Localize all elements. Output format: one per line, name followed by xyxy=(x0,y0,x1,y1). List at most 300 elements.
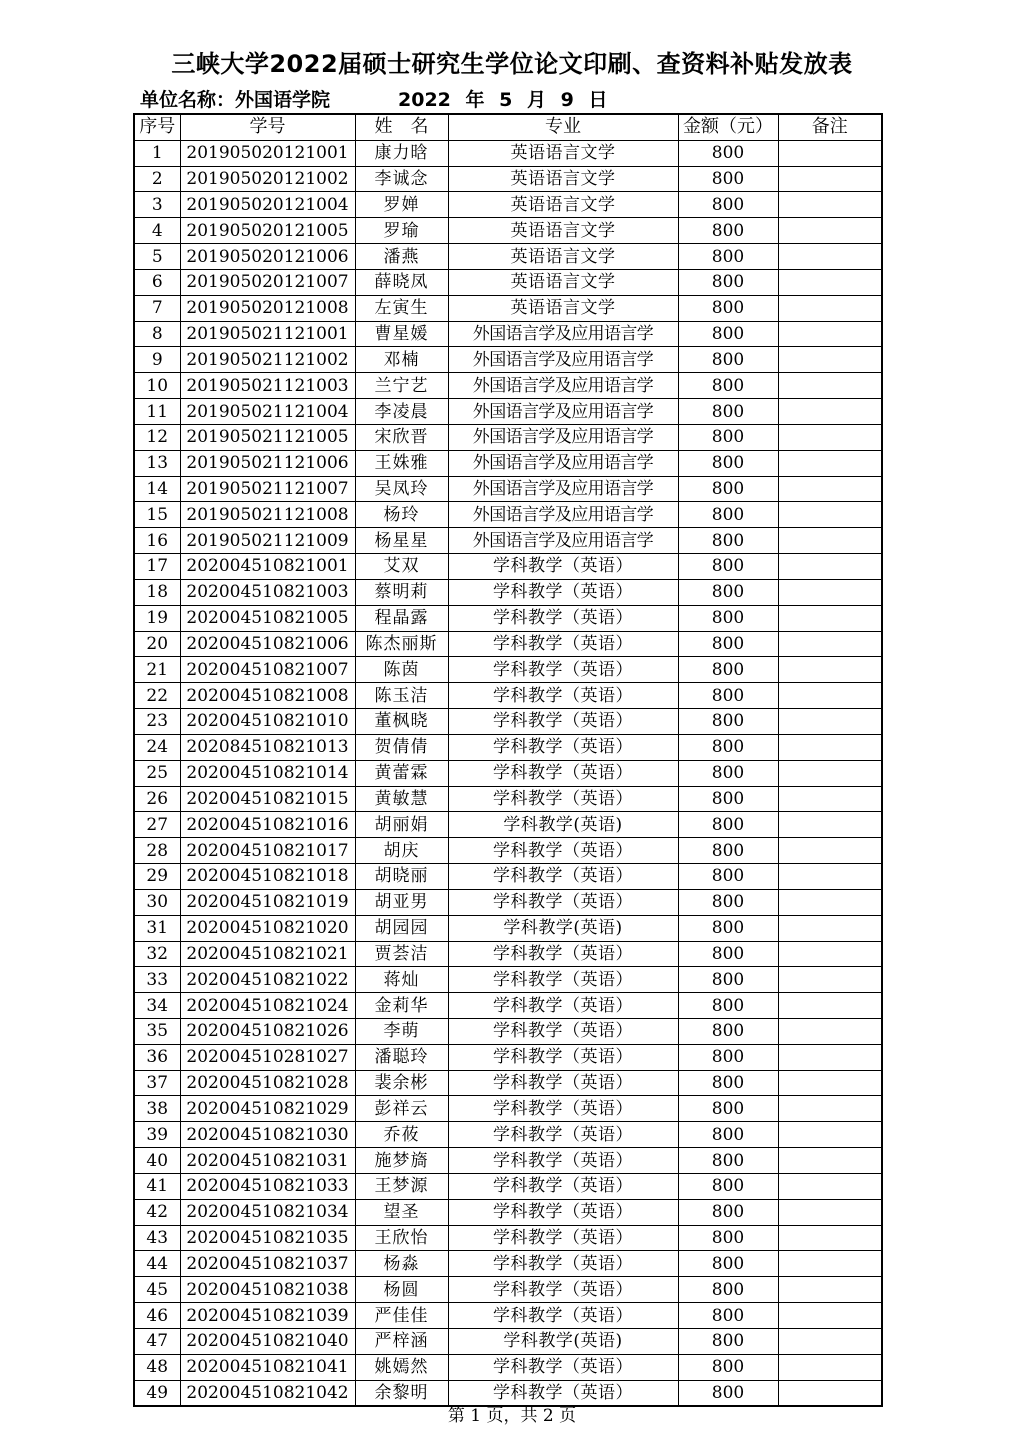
remarks-cell xyxy=(778,1303,882,1329)
table-row xyxy=(134,812,882,838)
student-id-cell: 202004510821007 xyxy=(180,657,355,683)
amount-cell: 800 xyxy=(678,1328,778,1354)
row-index-cell: 13 xyxy=(134,450,180,476)
major-cell: 学科教学（英语） xyxy=(448,605,678,631)
amount-cell: 800 xyxy=(678,786,778,812)
remarks-cell xyxy=(778,502,882,528)
student-name-cell: 彭祥云 xyxy=(355,1096,448,1122)
row-index-cell: 34 xyxy=(134,993,180,1019)
table-row xyxy=(134,269,882,295)
remarks-cell xyxy=(778,1148,882,1174)
major-cell: 外国语言学及应用语言学 xyxy=(448,476,678,502)
major-cell: 学科教学（英语） xyxy=(448,1199,678,1225)
student-id-cell: 202004510821008 xyxy=(180,683,355,709)
report-date xyxy=(398,88,608,112)
remarks-cell xyxy=(778,399,882,425)
row-index-cell: 36 xyxy=(134,1044,180,1070)
remarks-cell xyxy=(778,864,882,890)
student-name-cell: 余黎明 xyxy=(355,1380,448,1406)
amount-cell: 800 xyxy=(678,424,778,450)
amount-cell: 800 xyxy=(678,1044,778,1070)
student-name-cell: 裴余彬 xyxy=(355,1070,448,1096)
row-index-cell: 21 xyxy=(134,657,180,683)
date-year-unit: 年 xyxy=(465,89,485,111)
student-name-cell: 胡庆 xyxy=(355,838,448,864)
major-cell: 学科教学（英语） xyxy=(448,967,678,993)
table-row xyxy=(134,993,882,1019)
major-cell: 外国语言学及应用语言学 xyxy=(448,321,678,347)
student-name-cell: 施梦旖 xyxy=(355,1148,448,1174)
student-name-cell: 金莉华 xyxy=(355,993,448,1019)
student-name-cell: 望圣 xyxy=(355,1199,448,1225)
row-index-cell: 18 xyxy=(134,579,180,605)
student-name-cell: 胡园园 xyxy=(355,915,448,941)
remarks-cell xyxy=(778,295,882,321)
amount-cell: 800 xyxy=(678,1251,778,1277)
row-index-cell: 25 xyxy=(134,760,180,786)
amount-cell: 800 xyxy=(678,631,778,657)
table-body xyxy=(134,140,882,1406)
major-cell: 学科教学（英语） xyxy=(448,1173,678,1199)
major-cell: 学科教学（英语） xyxy=(448,1277,678,1303)
amount-cell: 800 xyxy=(678,1096,778,1122)
table-row xyxy=(134,838,882,864)
table-row xyxy=(134,554,882,580)
student-id-cell: 201905021121002 xyxy=(180,347,355,373)
major-cell: 外国语言学及应用语言学 xyxy=(448,502,678,528)
amount-cell: 800 xyxy=(678,1173,778,1199)
row-index-cell: 17 xyxy=(134,554,180,580)
row-index-cell: 8 xyxy=(134,321,180,347)
amount-cell: 800 xyxy=(678,450,778,476)
student-name-cell: 兰宁艺 xyxy=(355,373,448,399)
major-cell: 外国语言学及应用语言学 xyxy=(448,373,678,399)
student-name-cell: 杨圆 xyxy=(355,1277,448,1303)
unit-info xyxy=(140,88,608,112)
remarks-cell xyxy=(778,1096,882,1122)
row-index-cell: 28 xyxy=(134,838,180,864)
student-name-cell: 罗瑜 xyxy=(355,218,448,244)
table-row xyxy=(134,347,882,373)
amount-cell: 800 xyxy=(678,1148,778,1174)
major-cell: 学科教学(英语) xyxy=(448,812,678,838)
table-row xyxy=(134,1225,882,1251)
student-id-cell: 201905021121008 xyxy=(180,502,355,528)
amount-cell: 800 xyxy=(678,967,778,993)
student-id-cell: 202084510821013 xyxy=(180,734,355,760)
student-name-cell: 李萌 xyxy=(355,1018,448,1044)
row-index-cell: 37 xyxy=(134,1070,180,1096)
student-id-cell: 202004510821042 xyxy=(180,1380,355,1406)
remarks-cell xyxy=(778,1173,882,1199)
remarks-cell xyxy=(778,1251,882,1277)
remarks-cell xyxy=(778,269,882,295)
major-cell: 英语语言文学 xyxy=(448,244,678,270)
amount-cell: 800 xyxy=(678,528,778,554)
major-cell: 学科教学（英语） xyxy=(448,554,678,580)
student-id-cell: 202004510821035 xyxy=(180,1225,355,1251)
remarks-cell xyxy=(778,605,882,631)
amount-cell: 800 xyxy=(678,993,778,1019)
remarks-cell xyxy=(778,1044,882,1070)
row-index-cell: 38 xyxy=(134,1096,180,1122)
student-name-cell: 胡亚男 xyxy=(355,889,448,915)
remarks-cell xyxy=(778,683,882,709)
student-id-cell: 202004510821005 xyxy=(180,605,355,631)
student-id-cell: 202004510821034 xyxy=(180,1199,355,1225)
table-row xyxy=(134,295,882,321)
row-index-cell: 45 xyxy=(134,1277,180,1303)
amount-cell: 800 xyxy=(678,1354,778,1380)
student-id-cell: 202004510821010 xyxy=(180,709,355,735)
row-index-cell: 15 xyxy=(134,502,180,528)
table-row xyxy=(134,244,882,270)
student-id-cell: 201905020121001 xyxy=(180,140,355,166)
student-name-cell: 贾荟洁 xyxy=(355,941,448,967)
student-id-cell: 201905021121007 xyxy=(180,476,355,502)
student-id-cell: 201905020121008 xyxy=(180,295,355,321)
header-student-id: 学号 xyxy=(180,114,355,140)
student-name-cell: 蔡明莉 xyxy=(355,579,448,605)
major-cell: 外国语言学及应用语言学 xyxy=(448,528,678,554)
student-id-cell: 202004510821015 xyxy=(180,786,355,812)
student-id-cell: 201905020121004 xyxy=(180,192,355,218)
amount-cell: 800 xyxy=(678,166,778,192)
student-name-cell: 胡晓丽 xyxy=(355,864,448,890)
remarks-cell xyxy=(778,1354,882,1380)
student-name-cell: 严梓涵 xyxy=(355,1328,448,1354)
remarks-cell xyxy=(778,631,882,657)
table-row xyxy=(134,166,882,192)
remarks-cell xyxy=(778,760,882,786)
student-id-cell: 202004510821018 xyxy=(180,864,355,890)
table-row xyxy=(134,1096,882,1122)
table-row xyxy=(134,941,882,967)
amount-cell: 800 xyxy=(678,709,778,735)
major-cell: 学科教学（英语） xyxy=(448,864,678,890)
major-cell: 学科教学(英语) xyxy=(448,1328,678,1354)
student-name-cell: 王姝雅 xyxy=(355,450,448,476)
table-row xyxy=(134,967,882,993)
amount-cell: 800 xyxy=(678,502,778,528)
row-index-cell: 11 xyxy=(134,399,180,425)
student-id-cell: 201905021121003 xyxy=(180,373,355,399)
row-index-cell: 46 xyxy=(134,1303,180,1329)
table-row xyxy=(134,734,882,760)
table-row xyxy=(134,321,882,347)
major-cell: 学科教学（英语） xyxy=(448,1070,678,1096)
student-name-cell: 胡丽娟 xyxy=(355,812,448,838)
table-row xyxy=(134,657,882,683)
table-row xyxy=(134,424,882,450)
student-id-cell: 201905020121005 xyxy=(180,218,355,244)
amount-cell: 800 xyxy=(678,734,778,760)
row-index-cell: 49 xyxy=(134,1380,180,1406)
remarks-cell xyxy=(778,373,882,399)
major-cell: 学科教学（英语） xyxy=(448,1251,678,1277)
student-name-cell: 乔莜 xyxy=(355,1122,448,1148)
major-cell: 学科教学（英语） xyxy=(448,1148,678,1174)
table-row xyxy=(134,450,882,476)
amount-cell: 800 xyxy=(678,1303,778,1329)
student-id-cell: 202004510821041 xyxy=(180,1354,355,1380)
major-cell: 学科教学（英语） xyxy=(448,1380,678,1406)
student-name-cell: 薛晓凤 xyxy=(355,269,448,295)
student-id-cell: 202004510821038 xyxy=(180,1277,355,1303)
major-cell: 学科教学（英语） xyxy=(448,1122,678,1148)
table-row xyxy=(134,915,882,941)
major-cell: 学科教学（英语） xyxy=(448,734,678,760)
student-id-cell: 202004510821028 xyxy=(180,1070,355,1096)
table-row xyxy=(134,1044,882,1070)
remarks-cell xyxy=(778,709,882,735)
amount-cell: 800 xyxy=(678,399,778,425)
student-id-cell: 202004510821001 xyxy=(180,554,355,580)
student-name-cell: 潘聪玲 xyxy=(355,1044,448,1070)
student-name-cell: 陈杰丽斯 xyxy=(355,631,448,657)
major-cell: 学科教学（英语） xyxy=(448,889,678,915)
major-cell: 学科教学(英语) xyxy=(448,915,678,941)
amount-cell: 800 xyxy=(678,554,778,580)
row-index-cell: 2 xyxy=(134,166,180,192)
table-row xyxy=(134,192,882,218)
remarks-cell xyxy=(778,734,882,760)
table-row xyxy=(134,218,882,244)
student-name-cell: 王梦源 xyxy=(355,1173,448,1199)
header-remarks: 备注 xyxy=(778,114,882,140)
student-id-cell: 201905021121006 xyxy=(180,450,355,476)
remarks-cell xyxy=(778,579,882,605)
major-cell: 学科教学（英语） xyxy=(448,579,678,605)
table-row xyxy=(134,373,882,399)
major-cell: 外国语言学及应用语言学 xyxy=(448,450,678,476)
student-id-cell: 202004510821003 xyxy=(180,579,355,605)
amount-cell: 800 xyxy=(678,476,778,502)
amount-cell: 800 xyxy=(678,1225,778,1251)
major-cell: 外国语言学及应用语言学 xyxy=(448,424,678,450)
student-id-cell: 202004510821017 xyxy=(180,838,355,864)
table-row xyxy=(134,760,882,786)
amount-cell: 800 xyxy=(678,1277,778,1303)
student-id-cell: 202004510821020 xyxy=(180,915,355,941)
table-row xyxy=(134,786,882,812)
remarks-cell xyxy=(778,244,882,270)
remarks-cell xyxy=(778,218,882,244)
student-name-cell: 杨淼 xyxy=(355,1251,448,1277)
major-cell: 学科教学（英语） xyxy=(448,1303,678,1329)
student-id-cell: 201905021121009 xyxy=(180,528,355,554)
unit-label: 单位名称：外国语学院 xyxy=(140,89,331,111)
amount-cell: 800 xyxy=(678,915,778,941)
major-cell: 学科教学（英语） xyxy=(448,1096,678,1122)
date-year: 2022 xyxy=(398,89,451,111)
student-name-cell: 邓楠 xyxy=(355,347,448,373)
remarks-cell xyxy=(778,993,882,1019)
student-id-cell: 202004510821021 xyxy=(180,941,355,967)
major-cell: 学科教学（英语） xyxy=(448,1018,678,1044)
student-id-cell: 202004510281027 xyxy=(180,1044,355,1070)
major-cell: 学科教学（英语） xyxy=(448,1044,678,1070)
row-index-cell: 43 xyxy=(134,1225,180,1251)
student-name-cell: 陈玉洁 xyxy=(355,683,448,709)
remarks-cell xyxy=(778,657,882,683)
student-id-cell: 202004510821030 xyxy=(180,1122,355,1148)
student-name-cell: 吴凤玲 xyxy=(355,476,448,502)
student-id-cell: 202004510821039 xyxy=(180,1303,355,1329)
student-name-cell: 严佳佳 xyxy=(355,1303,448,1329)
table-row xyxy=(134,1277,882,1303)
student-name-cell: 贺倩倩 xyxy=(355,734,448,760)
student-id-cell: 202004510821040 xyxy=(180,1328,355,1354)
student-name-cell: 罗婵 xyxy=(355,192,448,218)
remarks-cell xyxy=(778,192,882,218)
table-row xyxy=(134,1018,882,1044)
row-index-cell: 1 xyxy=(134,140,180,166)
major-cell: 外国语言学及应用语言学 xyxy=(448,399,678,425)
remarks-cell xyxy=(778,1018,882,1044)
student-name-cell: 左寅生 xyxy=(355,295,448,321)
major-cell: 学科教学（英语） xyxy=(448,1225,678,1251)
remarks-cell xyxy=(778,424,882,450)
student-id-cell: 202004510821006 xyxy=(180,631,355,657)
row-index-cell: 6 xyxy=(134,269,180,295)
row-index-cell: 23 xyxy=(134,709,180,735)
table-row xyxy=(134,1380,882,1406)
major-cell: 学科教学（英语） xyxy=(448,709,678,735)
amount-cell: 800 xyxy=(678,889,778,915)
major-cell: 英语语言文学 xyxy=(448,218,678,244)
row-index-cell: 20 xyxy=(134,631,180,657)
remarks-cell xyxy=(778,812,882,838)
row-index-cell: 39 xyxy=(134,1122,180,1148)
row-index-cell: 26 xyxy=(134,786,180,812)
major-cell: 学科教学（英语） xyxy=(448,1354,678,1380)
table-row xyxy=(134,579,882,605)
amount-cell: 800 xyxy=(678,760,778,786)
student-id-cell: 202004510821026 xyxy=(180,1018,355,1044)
amount-cell: 800 xyxy=(678,579,778,605)
remarks-cell xyxy=(778,450,882,476)
student-name-cell: 董枫晓 xyxy=(355,709,448,735)
student-id-cell: 201905020121002 xyxy=(180,166,355,192)
remarks-cell xyxy=(778,554,882,580)
amount-cell: 800 xyxy=(678,1070,778,1096)
table-row xyxy=(134,1251,882,1277)
student-name-cell: 黄蕾霖 xyxy=(355,760,448,786)
remarks-cell xyxy=(778,140,882,166)
student-name-cell: 黄敏慧 xyxy=(355,786,448,812)
student-id-cell: 202004510821033 xyxy=(180,1173,355,1199)
student-name-cell: 程晶露 xyxy=(355,605,448,631)
remarks-cell xyxy=(778,321,882,347)
amount-cell: 800 xyxy=(678,941,778,967)
table-row xyxy=(134,1328,882,1354)
student-id-cell: 202004510821022 xyxy=(180,967,355,993)
student-name-cell: 杨玲 xyxy=(355,502,448,528)
student-name-cell: 宋欣晋 xyxy=(355,424,448,450)
date-day: 9 xyxy=(560,89,574,111)
student-name-cell: 蒋灿 xyxy=(355,967,448,993)
student-id-cell: 202004510821024 xyxy=(180,993,355,1019)
row-index-cell: 31 xyxy=(134,915,180,941)
student-id-cell: 202004510821016 xyxy=(180,812,355,838)
table-row xyxy=(134,1148,882,1174)
table-row xyxy=(134,889,882,915)
table-row xyxy=(134,1122,882,1148)
row-index-cell: 19 xyxy=(134,605,180,631)
student-name-cell: 李凌晨 xyxy=(355,399,448,425)
remarks-cell xyxy=(778,1122,882,1148)
amount-cell: 800 xyxy=(678,192,778,218)
major-cell: 英语语言文学 xyxy=(448,140,678,166)
student-id-cell: 202004510821031 xyxy=(180,1148,355,1174)
table-row xyxy=(134,709,882,735)
major-cell: 学科教学（英语） xyxy=(448,683,678,709)
student-id-cell: 202004510821029 xyxy=(180,1096,355,1122)
table-row xyxy=(134,1173,882,1199)
student-id-cell: 202004510821014 xyxy=(180,760,355,786)
student-name-cell: 姚嫣然 xyxy=(355,1354,448,1380)
table-row xyxy=(134,605,882,631)
row-index-cell: 33 xyxy=(134,967,180,993)
amount-cell: 800 xyxy=(678,864,778,890)
row-index-cell: 12 xyxy=(134,424,180,450)
table-row xyxy=(134,1354,882,1380)
row-index-cell: 14 xyxy=(134,476,180,502)
amount-cell: 800 xyxy=(678,1018,778,1044)
row-index-cell: 29 xyxy=(134,864,180,890)
remarks-cell xyxy=(778,915,882,941)
amount-cell: 800 xyxy=(678,347,778,373)
row-index-cell: 32 xyxy=(134,941,180,967)
amount-cell: 800 xyxy=(678,321,778,347)
table-row xyxy=(134,1070,882,1096)
row-index-cell: 47 xyxy=(134,1328,180,1354)
remarks-cell xyxy=(778,347,882,373)
row-index-cell: 7 xyxy=(134,295,180,321)
amount-cell: 800 xyxy=(678,683,778,709)
student-id-cell: 201905021121004 xyxy=(180,399,355,425)
amount-cell: 800 xyxy=(678,657,778,683)
header-major: 专业 xyxy=(448,114,678,140)
student-id-cell: 202004510821019 xyxy=(180,889,355,915)
student-name-cell: 杨星星 xyxy=(355,528,448,554)
remarks-cell xyxy=(778,528,882,554)
major-cell: 学科教学（英语） xyxy=(448,631,678,657)
table-row xyxy=(134,528,882,554)
table-row xyxy=(134,140,882,166)
amount-cell: 800 xyxy=(678,812,778,838)
table-row xyxy=(134,1199,882,1225)
row-index-cell: 35 xyxy=(134,1018,180,1044)
major-cell: 外国语言学及应用语言学 xyxy=(448,347,678,373)
row-index-cell: 22 xyxy=(134,683,180,709)
remarks-cell xyxy=(778,967,882,993)
major-cell: 英语语言文学 xyxy=(448,192,678,218)
remarks-cell xyxy=(778,1380,882,1406)
major-cell: 英语语言文学 xyxy=(448,269,678,295)
table-row xyxy=(134,631,882,657)
row-index-cell: 44 xyxy=(134,1251,180,1277)
row-index-cell: 42 xyxy=(134,1199,180,1225)
row-index-cell: 10 xyxy=(134,373,180,399)
major-cell: 学科教学（英语） xyxy=(448,657,678,683)
row-index-cell: 48 xyxy=(134,1354,180,1380)
amount-cell: 800 xyxy=(678,605,778,631)
remarks-cell xyxy=(778,1225,882,1251)
student-id-cell: 201905020121006 xyxy=(180,244,355,270)
row-index-cell: 16 xyxy=(134,528,180,554)
